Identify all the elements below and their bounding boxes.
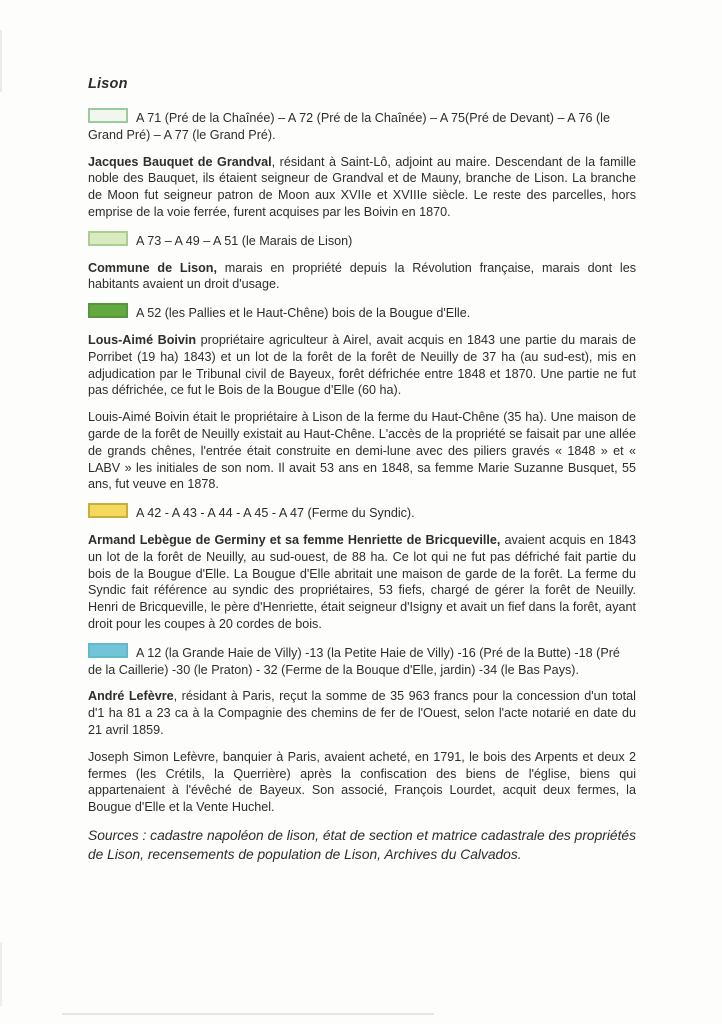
color-swatch-light-green [88, 231, 128, 246]
color-swatch-green [88, 303, 128, 318]
color-swatch-yellow [88, 503, 128, 518]
paragraph-joseph-lefevre [88, 749, 636, 816]
paragraph-text: , résidant à Saint-Lô, adjoint au maire. Descendant de la famille noble des Bauquet, ils étaient seigneur de Grandval et de Mauny, branche de Lison. La branche de Moon fut seigneur patron de Moon aux XVIIe et XVIIIe siècle. Le reste des parcelles, hors emprise de la voie ferrée, furent acquises par les Boivin en 1870. [88, 154, 636, 219]
document-title: Lison [88, 76, 128, 92]
legend-text: A 71 (Pré de la Chaînée) – A 72 (Pré de la Chaînée) – A 75(Pré de Devant) – A 76 (le Grand Pré) – A 77 (le Grand Pré). [88, 111, 610, 142]
paragraph-lead: Commune de Lison, [88, 260, 217, 275]
legend-text: A 12 (la Grande Haie de Villy) -13 (la Petite Haie de Villy) -16 (Pré de la Butte) -18 (Pré de la Caillerie) -30 (le Praton) - 32 (Ferme de la Bouque d'Elle, jardin) -34 (le Bas Pays). [88, 645, 620, 677]
paragraph-text: avaient acquis en 1843 un lot de la forêt de Neuilly, au sud-ouest, de 88 ha. Ce lot qui ne fut pas défriché fait partie du bois de la Bougue d'Elle. La Bougue d'Elle abritait une maison de garde de la forêt. La ferme du Syndic fait référence au syndic des propriétaires, 53 fiefs, chargé de gérer la forêt de Neuilly. Henri de Bricqueville, le père d'Henriette, était seigneur d'Isigny et avait un fief dans la forêt, ayant droit pour les coupes à 20 cordes de bois. [88, 532, 636, 631]
legend-row-a73 [88, 231, 636, 250]
color-swatch-blue [88, 643, 128, 658]
color-swatch-pale-green [88, 108, 128, 123]
legend-text: A 52 (les Pallies et le Haut-Chêne) bois de la Bougue d'Elle. [136, 306, 471, 321]
legend-row-a12 [88, 643, 636, 679]
paragraph-text: propriétaire agriculteur à Airel, avait acquis en 1843 une partie du marais de Porribet (19 ha) 1843) et un lot de la forêt de la forêt de Neuilly de 37 ha (au sud-est), mis en adjudication par le Tribunal civil de Bayeux, forêt défrichée entre 1848 et 1870. Une partie ne fut pas défrichée, ce fut le Bois de la Bougue d'Elle (60 ha). [88, 332, 636, 398]
paragraph-lead: André Lefèvre [88, 689, 174, 704]
paragraph-text: Louis-Aimé Boivin était le propriétaire à Lison de la ferme du Haut-Chêne (35 ha). Une maison de garde de la forêt de Neuilly existait au Haut-Chêne. L'accès de la propriété se faisait par une allée de grands chênes, l'entrée était construite en demi-lune avec des piliers gravés « 1848 » et « LABV » les initiales de son nom. Il avait 53 ans en 1848, sa femme Marie Suzanne Busquet, 55 ans, fut veuve en 1878. [88, 410, 636, 492]
legend-row-a52 [88, 303, 636, 322]
paragraph-lead: Lous-Aimé Boivin [88, 332, 197, 347]
legend-row-a71 [88, 108, 636, 144]
paragraph-text: Joseph Simon Lefèvre, banquier à Paris, avaient acheté, en 1791, le bois des Arpents et deux 2 fermes (les Crétils, la Querrière) après la confiscation des biens de l'église, biens qui appartenaient à l'évêché de Bayeux. Son associé, François Lourdet, acquit deux fermes, la Bougue d'Elle et la Vente Huchel. [88, 749, 636, 815]
legend-text: A 73 – A 49 – A 51 (le Marais de Lison) [136, 233, 353, 248]
paragraph-germiny [88, 532, 636, 633]
paragraph-commune [88, 260, 636, 294]
scan-artifact [62, 1013, 434, 1015]
paragraph-boivin-2 [88, 409, 636, 493]
paragraph-lead: Jacques Bauquet de Grandval [88, 154, 272, 169]
sources-note: Sources : cadastre napoléon de lison, état de section et matrice cadastrale des propriétés de Lison, recensements de population de Lison, Archives du Calvados. [88, 827, 636, 862]
document-content [88, 76, 636, 864]
paragraph-bauquet [88, 154, 636, 221]
scan-artifact [0, 942, 2, 1006]
paragraph-text: , résidant à Paris, reçut la somme de 35 963 francs pour la concession d'un total d'1 ha 81 a 23 ca à la Compagnie des chemins de fer de l'Ouest, selon l'acte notarié en date du 21 avril 1859. [88, 689, 636, 737]
paragraph-text: marais en propriété depuis la Révolution française, marais dont les habitants avaient un droit d'usage. [88, 260, 637, 292]
scan-artifact [0, 30, 2, 92]
legend-text: A 42 - A 43 - A 44 - A 45 - A 47 (Ferme du Syndic). [136, 506, 415, 521]
paragraph-andre-lefevre [88, 688, 636, 738]
legend-row-a42 [88, 503, 636, 522]
paragraph-lead: Armand Lebègue de Germiny et sa femme Henriette de Bricqueville, [88, 532, 501, 547]
paragraph-boivin-1 [88, 332, 636, 399]
